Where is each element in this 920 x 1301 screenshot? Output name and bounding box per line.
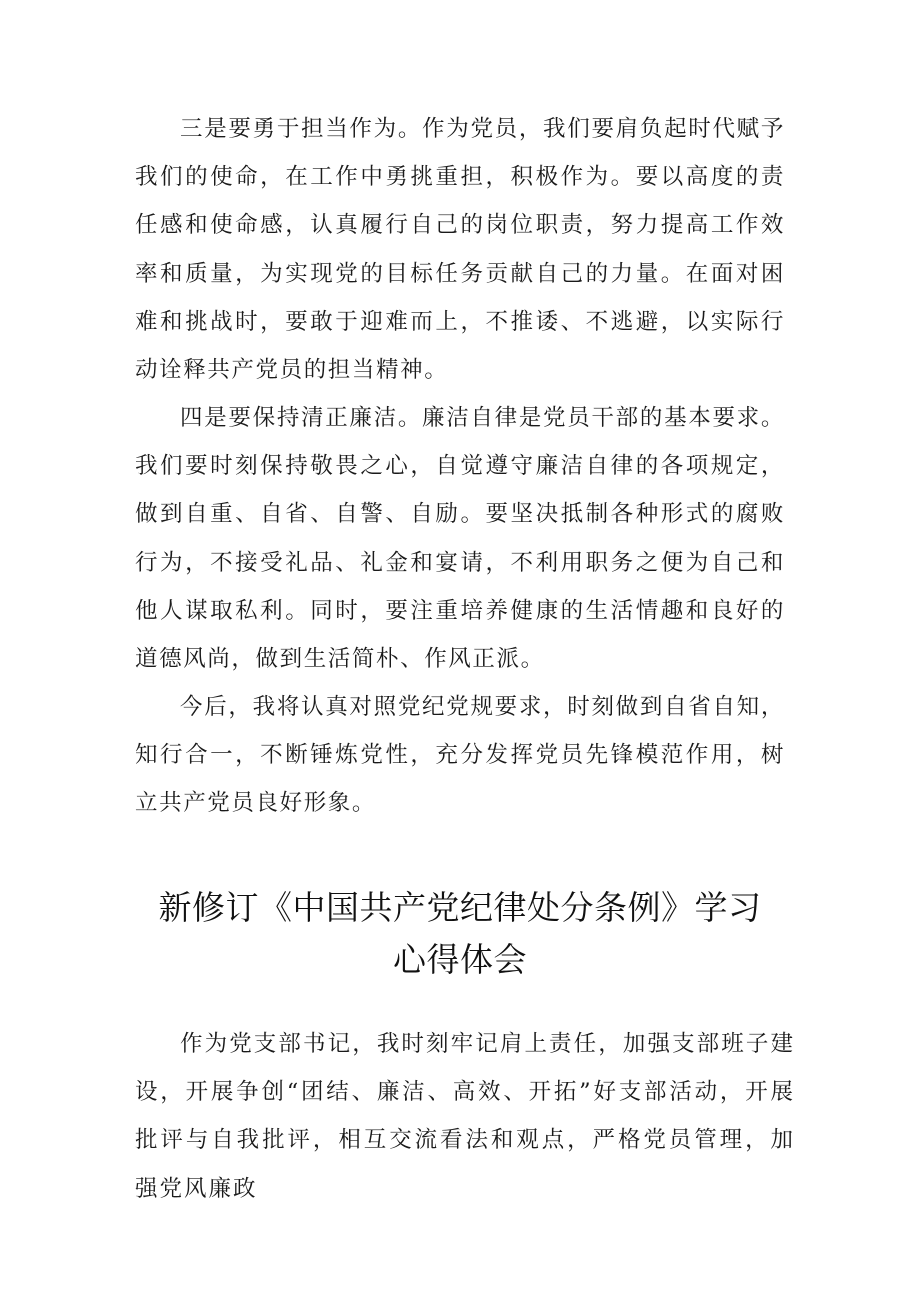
paragraph-intro: 作为党支部书记，我时刻牢记肩上责任，加强支部班子建设，开展争创“团结、廉洁、高效、开拓”好支部活动，开展批评与自我批评，相互交流看法和观点，严格党员管理，加强党风廉政 bbox=[135, 1031, 795, 1202]
article-title-line-1: 新修订《中国共产党纪律处分条例》学习 bbox=[158, 888, 762, 927]
article-title-line-2: 心得体会 bbox=[393, 940, 527, 979]
paragraph-conclusion: 今后，我将认真对照党纪党规要求，时刻做到自省自知，知行合一，不断锤炼党性，充分发挥党员先锋模范作用，树立共产党员良好形象。 bbox=[135, 694, 785, 817]
paragraph-integrity: 四是要保持清正廉洁。廉洁自律是党员干部的基本要求。我们要时刻保持敬畏之心，自觉遵守廉洁自律的各项规定，做到自重、自省、自警、自励。要坚决抵制各种形式的腐败行为，不接受礼品、礼金和宴请，不利用职务之便为自己和他人谋取私利。同时，要注重培养健康的生活情趣和良好的道德风尚，做到生活简朴、作风正派。 bbox=[135, 405, 785, 673]
article-title bbox=[110, 882, 810, 986]
paragraph-duty: 三是要勇于担当作为。作为党员，我们要肩负起时代赋予我们的使命，在工作中勇挑重担，积极作为。要以高度的责任感和使命感，认真履行自己的岗位职责，努力提高工作效率和质量，为实现党的目标任务贡献自己的力量。在面对困难和挑战时，要敢于迎难而上，不推诿、不逃避，以实际行动诠释共产党员的担当精神。 bbox=[135, 116, 785, 384]
